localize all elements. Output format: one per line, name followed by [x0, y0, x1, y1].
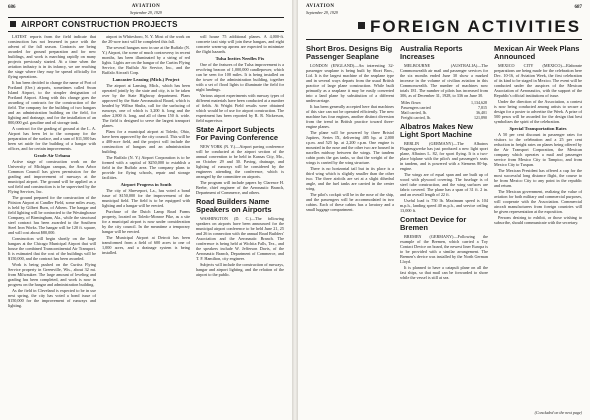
article-headline: Road Builders Name Speakers on Airports	[196, 197, 272, 214]
article-paragraph: WASHINGTON (D. C.)—The following speakers on airports have been announced for the municipal airport conference to be held June 21, 25 and 26 in connection with the annual Road Builders' Association and the Aeronautic Branch. The conference is being held at Wichita Falls, Tex., and the speakers include W. Jefferson Davis, of the Aeronautic Branch, Department of Commerce, and T. F. Hamilton, city engineer.	[196, 216, 284, 261]
foreign-activities-banner	[358, 16, 582, 38]
article-paragraph: The pilot's cockpit will be in the nose of the ship, and the passengers will be accommodated in two cabins. Each of these cabins has a lavatory and a small luggage compartment.	[306, 192, 394, 212]
left-page-header	[0, 4, 292, 16]
article-paragraph: The several hangars now in use at the Buffalo (N. Y.) Airport, the scene of much controversy in recent months, has been illuminated by a string of red lights. Lights are on the hangar of the Curtiss Flying Service, the Buffalo Air Service, Inc., and the Buffalo Aircraft Corp.	[102, 45, 190, 75]
article-paragraph: Under the direction of the Association, a contest is now being conducted among artists to secure a design for a poster to advertise the Week. A prize of 500 pesos will be awarded for the design that best symbolizes the spirit of the celebration.	[494, 99, 582, 124]
left-page	[0, 0, 292, 420]
article-paragraph: BREMEN (GERMANY)—Following the example of the Bremen, which carried a Toy Contact Device on board, the newest liner Europa is to be provided with a similar arrangement. The Bremen's device was installed by the North German Lloyd.	[400, 234, 488, 264]
right-issue-date: September 29, 1929	[306, 10, 338, 15]
article-paragraph: There is no horizontal tail but in its place is a third wing which is slightly smaller than the other two. The three airfoils are set at a slight dihedral angle, and the fuel tanks are carried in the center wing.	[306, 166, 394, 191]
article-paragraph: One of the features of the Tulsa improvement is a revolving beacon of 1,000,000 candlepower, which can be seen for 100 miles. It is being installed on the tower of the administration building, together with a set of flood lights to illuminate the field for night landings.	[196, 62, 284, 92]
left-page-number: 686	[8, 5, 16, 10]
article-paragraph: Various airport experiments with runway types of different materials have been conducted at a number of fields. At Wright Field results were obtained which would be of use for airport construction. The experiment has been reported by R. R. Nickerson, field supervisor.	[196, 93, 284, 123]
statistics-table	[400, 100, 488, 120]
table-label-cell: Miles flown	[401, 100, 421, 105]
article-paragraph: The Municipal Airport at Detroit has been transformed from a field of 600 acres to one of 1,000 acres, and a drainage system is being installed.	[102, 235, 190, 255]
right-col-1	[306, 42, 394, 416]
right-page-header	[306, 4, 590, 16]
table-value-cell: 36,401	[476, 110, 487, 115]
right-page	[298, 0, 590, 420]
article-paragraph: Useful load is 750 lb. Maximum speed is 104 m.p.h., landing speed 40 m.p.h., and service ceiling 13,000 ft.	[400, 198, 488, 213]
article-headline: Mexican Air Week Plans Announced	[494, 44, 580, 61]
left-col-1	[8, 34, 96, 416]
header-rule	[306, 39, 582, 40]
continued-note-wrap	[494, 409, 582, 417]
table-label-cell: Passengers carried	[401, 105, 431, 110]
article-paragraph: MEXICO CITY (MEXICO)—Elaborate preparations are being made for the celebration here Dec. 10-16, of Aviation Week, the first celebration of its kind to be staged in Mexico. The event will be conducted under the auspices of the Mexican Association of Aeronautics, with the support of the Republic's official institutions of issue.	[494, 63, 582, 98]
article-paragraph: NEW YORK (N. Y.)—Airport paving conference will be conducted at the airport section of the annual convention to be held in Kansas City, Mo., on October 29 and 30. Paving, drainage, and lighting of runways will be considered by the engineers attending the conference, which is arranged by the committee on airports.	[196, 144, 284, 179]
section-title: AIRPORT CONSTRUCTION PROJECTS	[21, 20, 178, 29]
article-paragraph: As the field in Cleveland is expected to be in use next spring, the city has voted a bond issue of $150,000 for the improvement of runways and lighting.	[8, 288, 96, 308]
article-paragraph: Plans for a municipal airport at Toledo, Ohio, have been approved by the city council. This will be a 400-acre field, and the project will include the construction of hangars and an administration building.	[102, 129, 190, 154]
article-paragraph: It is planned to have a catapult plane on all the fast ships, so that mail can be forwarded to shore while the vessel is still at sea.	[400, 265, 488, 280]
article-headline: State Airport Subjects For Paving Conference	[196, 125, 279, 142]
article-paragraph: The city of Shreveport, La., has voted a bond issue of $150,000 for the improvement of the municipal field. The field is to be equipped with lighting and a hangar will be erected.	[102, 188, 190, 208]
article-paragraph: It has been generally accepted here that machines of this size can not be operated efficiently. The new machine has four engines, another distinct diversion from the trend in British practice toward three-engine planes.	[306, 104, 394, 129]
left-magazine-name: AVIATION	[131, 4, 161, 9]
article-subhead: Airport Progress in South	[120, 182, 172, 187]
article-paragraph: Construction will begin shortly on the large hangars at the Chicago Municipal Airport that will house the combined Transcontinental Air Transport. It is estimated that the cost of the buildings will be $150,000, and the contract has been awarded.	[8, 236, 96, 261]
section-title: FOREIGN ACTIVITIES	[370, 17, 582, 36]
article-subhead: Tulsa Invites Needles Fix	[215, 56, 265, 61]
right-col-3	[494, 42, 582, 408]
article-paragraph: LONDON (ENGLAND)—An interesting 32-passenger seaplane is being built by Short Bros., Ltd. It is the largest machine of the seaplane type and in several ways departs from the usual British practice of large plane construction. While built primarily as a seaplane it may be easily converted into a land plane by substitution of a different undercarriage.	[306, 63, 394, 103]
table-label-cell: Mail carried, lb.	[401, 110, 427, 115]
article-paragraph: Persons desiring to exhibit, or those wishing to subscribe, should communicate with the secretary.	[494, 215, 582, 225]
article-paragraph: The Mexican President has offered a cup for the most successful long distance flight, the course to be from Mexico City to any point in the republic and return.	[494, 168, 582, 188]
article-headline: Albatros Makes New Light Sport Machine	[400, 122, 473, 139]
table-value-cell: 7,815	[478, 105, 487, 110]
table-row	[400, 115, 488, 120]
article-subhead: Lancaster Leasing (Mich.) Project	[112, 77, 180, 82]
left-col-2	[102, 34, 190, 416]
section-heading-box	[8, 17, 284, 32]
article-paragraph: Subjects will include the construction of runways, hangar and airport lighting, and the relation of the airport to the public.	[196, 262, 284, 277]
article-paragraph: Work is being pushed on the Curtiss Flying Service property in Greenville, Wis., about 32 mi. from Milwaukee. The large amount of leveling and grading has been completed, and work is now in progress on the hangar and administration building.	[8, 262, 96, 287]
continued-note: (Concluded on the next page)	[534, 410, 582, 415]
left-col-3	[196, 34, 284, 416]
article-paragraph: The ground prepared for the construction of the Pittston Airport at Candler Field, some miles away, is held by Gilbert Burn, of Athens. The hangar and field lighting will be contracted to the Westinghouse Company, of Birmingham, Ala., while the structural steel contract has been awarded to the Southern Steel Iron Works. The hangar will be 120 ft. square, and will cost about $80,000.	[8, 195, 96, 235]
article-paragraph: will house 75 additional planes. A 4,000-ft. concrete taxi strip will join these hangars, and eight concrete warm-up aprons are expected to minimize the flight hazards.	[196, 34, 284, 54]
right-col-2	[400, 42, 488, 416]
article-paragraph: A contract for the grading of ground at the L. A. Airport has been let to the company for the preparation of the surface, and a sum of $11,500 has been set aside for the building of a hangar with offices, and for certain improvements.	[8, 126, 96, 151]
right-magazine-name: AVIATION	[306, 4, 335, 9]
article-paragraph: A 50 per cent discount in passenger rates for visitors to the celebration and a 25 per cent reduction in freight rates on planes being offered by the Air Transport Corporation, the Mexican company which operates a mail and passenger service from Mexico City to Tampico, and from Mexico City to Tuxpan.	[494, 132, 582, 167]
article-paragraph: The airport at Lansing, Mich., which has been operated jointly by the state and city, is to be taken over by the State Highway department. Plans approved by the State Aeronautical Board, which is headed by Wilbur Shultz, call for the surfacing of runways, one of which is 3,200 ft. long and the other 2,800 ft. long, and all of them 150 ft. wide. The field is designed to serve the largest transport planes.	[102, 83, 190, 128]
article-paragraph: Active stage of construction work on the University of Michigan campus, the Ann Arbor Common Council has given permission for the grading and improvement of runways at the municipal airport. The ground will be applied as a sod field and construction is to be supervised by the Flying Services, Inc.	[8, 159, 96, 194]
article-paragraph: The program will include papers by Clarence H. Beebe, chief engineer of the Aeronautic Branch, Department of Commerce, and others.	[196, 180, 284, 195]
square-bullet-icon	[358, 22, 365, 29]
table-value-cell: 121,890	[474, 115, 487, 120]
article-paragraph: BERLIN (GERMANY)—The Albatros Flugzeugwerke has just produced a new light sport plane, Albatros L. 82, for sport flying. It is a two-place biplane with the pilot's and passenger's seats in tandem, and is powered with a Siemens 80-hp. engine.	[400, 141, 488, 171]
article-paragraph: The Mexican government, realizing the value of aviation for both military and commercial purposes, will cooperate with the Association. Commercial aircraft manufacturers from foreign countries will be given representation at the exposition.	[494, 189, 582, 214]
article-paragraph: It has been decided to change the name of Port of Portland (Ore.) airports, sometimes called Swan Island Airport, to the simpler designation of Portland Airport. Along with this change goes the awarding of contracts for the construction of the field. The company for the building of two hangars and an administration building on the field, for lighting and drainage, and for the installation of an 800,000 gal. gasoline and oil storage tank.	[8, 80, 96, 125]
article-paragraph: airport in Whitesboro, N. Y. Most of the work on the 20-acre tract will be completed this fall.	[102, 34, 190, 44]
article-subhead: Grade Air Urbana	[33, 153, 71, 158]
article-headline: Contact Device for Bremen	[400, 215, 467, 232]
article-paragraph: Purchase of the Dutch Lamp Road Farms property, located on Toledo-Monroe Pike, as a site for a municipal airport is now under consideration by the city council. In the meantime a temporary hangar will be erected.	[102, 209, 190, 234]
left-issue-date: September 29, 1929	[130, 10, 162, 15]
right-page-number: 687	[574, 5, 582, 10]
article-headline: Australia Reports Increases	[400, 44, 463, 61]
article-paragraph: MELBOURNE (AUSTRALIA)—The Commonwealth air mail and passenger services for the six months ended June 30 show a marked increase in the volume of civilian aviation in this Commonwealth. The number of machines now totals 181. The number of pilots has increased from 306, as of December 31, 1928, to 336 on June 30.	[400, 63, 488, 98]
article-paragraph: The wings are of equal span and are built up of wood with plywood covering. The fuselage is of steel tube construction, and the wing surfaces are fabric covered. The plane has a span of 31 ft. 2 in. and an overall length of 22 ft.	[400, 172, 488, 197]
table-value-cell: 1,134,628	[471, 100, 487, 105]
article-subhead: Special Transportation Rates	[509, 126, 567, 131]
square-bullet-icon	[10, 21, 16, 27]
article-paragraph: The Buffalo (N. Y.) Airport Corporation is to be formed with a capital of $250,000 to establish a field in the Buffalo area. The company plans to provide for flying schools, repair and storage facilities.	[102, 155, 190, 180]
article-paragraph: The plane will be powered by three Bristol Jupiters, Series IX, delivering 485 hp. at 2,000 r.p.m. and 525 hp. at 2,200 r.p.m. One engine is mounted in the nose and the other two are housed in nacelles midway between the wings. The tandem cabin ports the gas tanks, so that the weight of the wings is carried by the wing structure.	[306, 130, 394, 165]
article-headline: Short Bros. Designs Big Passenger Seaplane	[306, 44, 393, 61]
article-paragraph: LATEST reports from the field indicate that construction has not lessened in pace with the advent of the fall season. Contracts are being awarded for ground preparation and for new buildings, and work is marching rapidly on many projects previously started. At a time when the aviation industry is in its infancy, we are reaching the stage where they may be spread officially for flying operations.	[8, 34, 96, 79]
table-label-cell: Freight carried, lb.	[401, 115, 431, 120]
